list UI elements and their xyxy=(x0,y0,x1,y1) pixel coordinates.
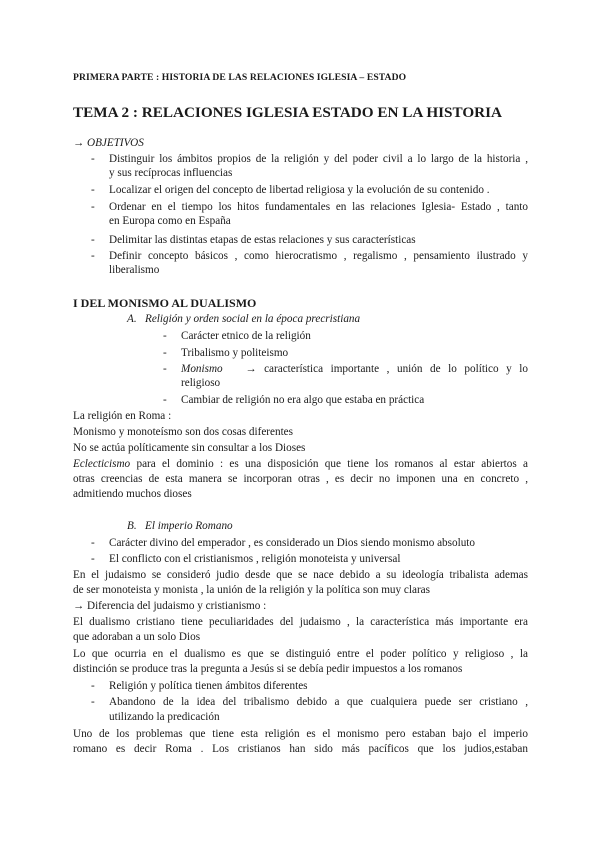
subsection-b-label: B. xyxy=(127,520,137,532)
bullet: - xyxy=(91,250,95,262)
body-line: Monismo y monoteísmo son dos cosas diferentes xyxy=(73,426,294,438)
eclecticismo-paragraph xyxy=(73,457,528,471)
subsection-a-item: Tribalismo y politeismo xyxy=(181,347,289,359)
bullet: - xyxy=(91,696,95,708)
eclecticismo-term: Eclecticismo xyxy=(73,458,131,470)
subsection-b-item: El conflicto con el cristianismos , religión monoteista y universal xyxy=(109,553,401,565)
body-line: otras creencias de esta manera se incorporan otras , es decir no imponen una en concreto , xyxy=(73,473,528,485)
subsection-a-item: Carácter etnico de la religión xyxy=(181,330,311,342)
subsection-b-title: El imperio Romano xyxy=(145,520,233,532)
bullet: - xyxy=(163,394,167,406)
bullet: - xyxy=(91,184,95,196)
bullet: - xyxy=(91,537,95,549)
bullet: - xyxy=(91,234,95,246)
objective-item-cont: en Europa como en España xyxy=(109,215,231,227)
bullet: - xyxy=(163,363,167,375)
body-line: El dualismo cristiano tiene peculiaridades del judaismo , la característica más importante era xyxy=(73,616,528,628)
bullet: - xyxy=(163,330,167,342)
dualism-item: Abandono de la idea del tribalismo debido a que cualquiera puede ser cristiano , xyxy=(109,696,528,708)
body-line: de ser monoteista y monista , la unión de la religión y la política son muy claras xyxy=(73,584,430,596)
bullet: - xyxy=(91,201,95,213)
objectives-heading: → OBJETIVOS xyxy=(73,137,144,149)
objective-item: Localizar el origen del concepto de libertad religiosa y la evolución de su contenido . xyxy=(109,184,490,196)
subsection-b-item: Carácter divino del emperador , es considerado un Dios siendo monismo absoluto xyxy=(109,537,475,549)
monismo-cont: religioso xyxy=(181,377,221,389)
bullet: - xyxy=(91,153,95,165)
body-line: distinción se produce tras la pregunta a Jesús si se debía pedir impuestos a los romanos xyxy=(73,663,463,675)
monismo-rest: → característica importante , unión de lo político y lo xyxy=(245,363,528,375)
monismo-term: Monismo xyxy=(181,363,223,375)
objective-item: Ordenar en el tiempo los hitos fundamentales en las relaciones Iglesia- Estado , tanto xyxy=(109,201,528,213)
body-line: Lo que ocurria en el dualismo es que se distinguió entre el poder político y religioso , la xyxy=(73,648,528,660)
body-line: La religión en Roma : xyxy=(73,410,172,422)
objective-item: Distinguir los ámbitos propios de la religión y del poder civil a lo largo de la historia , xyxy=(109,153,528,165)
body-line: En el judaismo se consideró judio desde que se nace debido a su ideología tribalista ademas xyxy=(73,569,528,581)
eclecticismo-rest: para el dominio : es una disposición que tiene los romanos al estar abiertos a xyxy=(136,458,529,470)
dualism-item: Religión y política tienen ámbitos diferentes xyxy=(109,680,308,692)
body-line: → Diferencia del judaismo y cristianismo : xyxy=(73,600,267,612)
objective-item-cont: y sus recíprocas influencias xyxy=(109,167,233,179)
monismo-item xyxy=(181,362,528,376)
subsection-a-title: Religión y orden social en la época precristiana xyxy=(145,313,361,325)
objective-item-cont: liberalismo xyxy=(109,264,160,276)
subsection-a-item: Cambiar de religión no era algo que estaba en práctica xyxy=(181,394,425,406)
bullet: - xyxy=(91,680,95,692)
bullet: - xyxy=(163,347,167,359)
objective-item: Definir concepto básicos , como hierocratismo , regalismo , pensamiento ilustrado y xyxy=(109,250,528,262)
body-line: que adoraban a un solo Dios xyxy=(73,631,201,643)
bullet: - xyxy=(91,553,95,565)
objective-item: Delimitar las distintas etapas de estas relaciones y sus características xyxy=(109,234,416,246)
subsection-a-label: A. xyxy=(127,313,137,325)
section-title: I DEL MONISMO AL DUALISMO xyxy=(73,296,257,310)
dualism-item-cont: utilizando la predicación xyxy=(109,711,220,723)
body-line: romano es decir Roma . Los cristianos han sido más pacíficos que los judios,estaban xyxy=(73,743,528,755)
body-line: Uno de los problemas que tiene esta religión es el monismo pero estaban bajo el imperio xyxy=(73,728,528,740)
body-line: admitiendo muchos dioses xyxy=(73,488,192,500)
part-title: PRIMERA PARTE : HISTORIA DE LAS RELACIONES IGLESIA – ESTADO xyxy=(73,72,407,83)
body-line: No se actúa políticamente sin consultar a los Dioses xyxy=(73,442,306,454)
topic-title: TEMA 2 : RELACIONES IGLESIA ESTADO EN LA HISTORIA xyxy=(73,104,503,121)
